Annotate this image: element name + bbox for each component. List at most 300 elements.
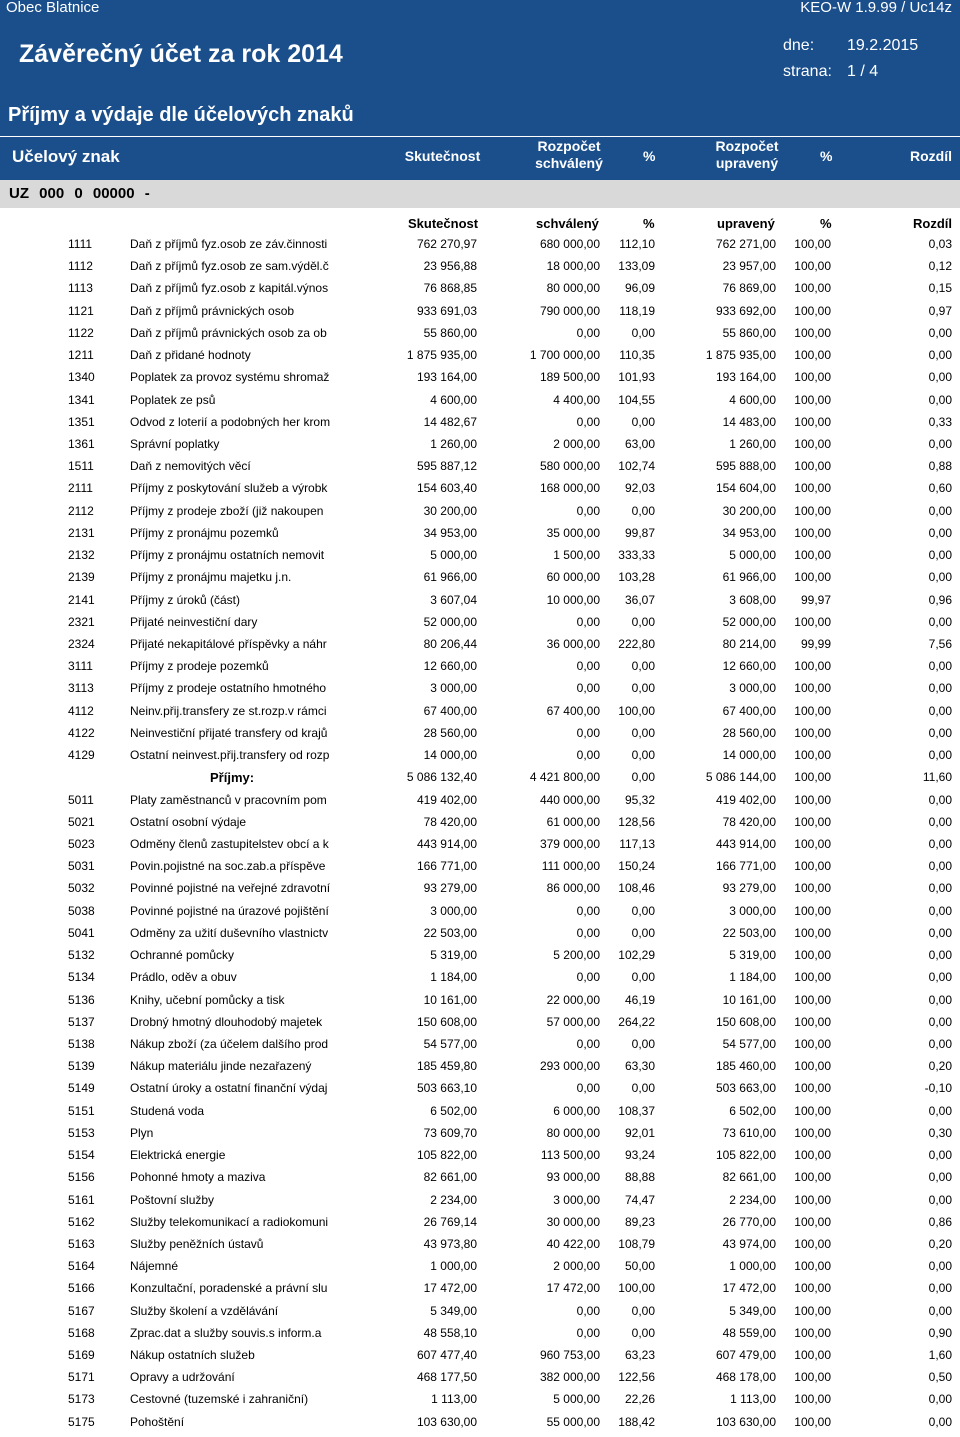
- cell-rozdil: 0,97: [928, 303, 952, 318]
- item-code: 5136: [68, 992, 95, 1007]
- cell-schvaleny: 4 400,00: [553, 392, 600, 407]
- table-row: [0, 793, 960, 815]
- cell-skutecnost: 93 279,00: [423, 881, 477, 896]
- item-code: 5154: [68, 1148, 95, 1162]
- cell-upraveny: 154 604,00: [715, 481, 776, 496]
- item-code: 5169: [68, 1348, 95, 1362]
- table-row: [0, 1237, 960, 1259]
- cell-pct-1: 122,56: [618, 1370, 655, 1385]
- item-code: 1112: [68, 259, 93, 274]
- cell-pct-1: 92,01: [624, 1125, 655, 1140]
- table-row: [0, 1170, 960, 1192]
- cell-pct-2: 100,00: [794, 503, 831, 518]
- table-row: [0, 1081, 960, 1103]
- cell-upraveny: 14 000,00: [722, 748, 776, 763]
- cell-upraveny: 3 608,00: [729, 592, 776, 607]
- cell-schvaleny: 960 753,00: [539, 1348, 600, 1362]
- cell-pct-1: 100,00: [618, 1281, 655, 1296]
- cell-skutecnost: 17 472,00: [423, 1281, 477, 1296]
- cell-skutecnost: 5 086 132,40: [406, 770, 477, 785]
- item-name: Příjmy z prodeje pozemků: [130, 659, 269, 674]
- cell-schvaleny: 22 000,00: [546, 992, 600, 1007]
- table-row: [0, 993, 960, 1015]
- item-code: 5137: [68, 1014, 95, 1029]
- cell-skutecnost: 166 771,00: [416, 859, 477, 874]
- item-code: 5167: [68, 1303, 95, 1318]
- col-rozpocet-label: Rozpočet: [537, 138, 601, 154]
- cell-pct-2: 100,00: [794, 392, 831, 407]
- cell-schvaleny: 93 000,00: [546, 1170, 600, 1185]
- cell-skutecnost: 105 822,00: [416, 1148, 477, 1162]
- item-name: Cestovné (tuzemské i zahraniční): [130, 1392, 309, 1407]
- cell-pct-2: 100,00: [794, 925, 831, 940]
- cell-rozdil: 0,00: [928, 370, 952, 385]
- program-version: KEO-W 1.9.99 / Uc14z: [800, 0, 952, 16]
- cell-skutecnost: 61 966,00: [423, 570, 477, 585]
- item-name: Správní poplatky: [130, 437, 220, 451]
- table-row: [0, 615, 960, 637]
- cell-schvaleny: 17 472,00: [546, 1281, 600, 1296]
- cell-pct-1: 102,29: [618, 948, 655, 962]
- table-row: [0, 681, 960, 703]
- date-value: 19.2.2015: [847, 37, 919, 54]
- cell-skutecnost: 185 459,80: [416, 1059, 477, 1074]
- table-row: [0, 437, 960, 459]
- cell-schvaleny: 0,00: [576, 681, 600, 696]
- cell-upraveny: 5 319,00: [729, 948, 776, 962]
- page-value: 1 / 4: [847, 63, 879, 80]
- cell-upraveny: 166 771,00: [715, 859, 776, 874]
- table-row: [0, 1104, 960, 1126]
- cell-pct-2: 100,00: [794, 1392, 831, 1407]
- cell-pct-2: 100,00: [794, 792, 831, 807]
- cell-schvaleny: 168 000,00: [539, 481, 600, 496]
- table-row: [0, 1215, 960, 1237]
- cell-pct-2: 100,00: [794, 1125, 831, 1140]
- cell-pct-2: 100,00: [794, 1414, 831, 1429]
- cell-upraveny: 55 860,00: [722, 325, 776, 340]
- cell-upraveny: 48 559,00: [722, 1325, 776, 1340]
- item-name: Odvod z loterií a podobných her krom: [130, 414, 331, 429]
- cell-pct-2: 100,00: [794, 370, 831, 385]
- table-row: [0, 881, 960, 903]
- table-row: [0, 837, 960, 859]
- table-row: [0, 859, 960, 881]
- item-name: Zprac.dat a služby souvis.s inform.a: [130, 1325, 322, 1340]
- cell-pct-2: 100,00: [794, 614, 831, 629]
- cell-pct-1: 150,24: [618, 859, 655, 874]
- cell-upraveny: 5 086 144,00: [705, 770, 776, 785]
- item-name: Příjmy z úroků (část): [130, 592, 241, 607]
- cell-pct-2: 100,00: [794, 1081, 831, 1096]
- cell-pct-1: 102,74: [618, 459, 655, 474]
- table-row: [0, 504, 960, 526]
- table-row: [0, 1392, 960, 1414]
- item-name: Daň z příjmů fyz.osob ze sam.výděl.č: [130, 259, 329, 274]
- item-name: Daň z příjmů fyz.osob ze záv.činnosti: [130, 237, 328, 251]
- cell-schvaleny: 2 000,00: [553, 437, 600, 451]
- cell-rozdil: 0,90: [928, 1325, 952, 1340]
- cell-skutecnost: 468 177,50: [416, 1370, 477, 1385]
- cell-rozdil: 0,00: [928, 1014, 952, 1029]
- cell-pct-2: 100,00: [794, 1348, 831, 1362]
- cell-pct-1: 133,09: [618, 259, 655, 274]
- cell-pct-2: 100,00: [794, 1370, 831, 1385]
- item-name: Daň z příjmů právnických osob za ob: [130, 325, 327, 340]
- item-code: 2141: [68, 592, 95, 607]
- item-name: Pohonné hmoty a maziva: [130, 1170, 266, 1185]
- cell-pct-2: 100,00: [794, 348, 831, 363]
- cell-rozdil: 0,00: [928, 903, 952, 918]
- cell-rozdil: 0,00: [928, 1103, 952, 1118]
- item-code: 1111: [68, 237, 93, 251]
- item-code: 1121: [68, 303, 94, 318]
- cell-schvaleny: 5 000,00: [553, 1392, 600, 1407]
- cell-schvaleny: 40 422,00: [546, 1236, 600, 1251]
- table-row: [0, 1037, 960, 1059]
- cell-schvaleny: 3 000,00: [553, 1192, 600, 1207]
- cell-pct-1: 110,35: [619, 348, 655, 363]
- cell-skutecnost: 52 000,00: [423, 614, 477, 629]
- cell-pct-1: 0,00: [631, 1303, 655, 1318]
- cell-pct-1: 188,42: [618, 1414, 655, 1429]
- cell-skutecnost: 150 608,00: [416, 1014, 477, 1029]
- cell-schvaleny: 6 000,00: [553, 1103, 600, 1118]
- sub-rozdil: Rozdíl: [913, 216, 952, 231]
- cell-pct-1: 101,93: [618, 370, 655, 385]
- cell-pct-1: 117,13: [619, 836, 655, 851]
- cell-skutecnost: 30 200,00: [423, 503, 477, 518]
- cell-rozdil: 0,00: [928, 948, 952, 962]
- cell-pct-1: 63,23: [624, 1348, 655, 1362]
- cell-skutecnost: 4 600,00: [430, 392, 477, 407]
- item-name: Daň z přidané hodnoty: [130, 348, 251, 363]
- item-name: Elektrická energie: [130, 1148, 226, 1162]
- cell-schvaleny: 80 000,00: [546, 1125, 600, 1140]
- cell-rozdil: 0,00: [928, 992, 952, 1007]
- item-name: Konzultační, poradenské a právní slu: [130, 1281, 328, 1296]
- cell-upraveny: 26 770,00: [722, 1214, 776, 1229]
- cell-pct-1: 222,80: [618, 637, 655, 651]
- cell-skutecnost: 1 000,00: [430, 1259, 477, 1274]
- cell-pct-2: 99,99: [800, 637, 831, 651]
- cell-skutecnost: 1 875 935,00: [406, 348, 477, 363]
- cell-pct-2: 100,00: [794, 1236, 831, 1251]
- cell-pct-1: 36,07: [624, 592, 655, 607]
- cell-pct-2: 100,00: [794, 525, 831, 540]
- col-skutecnost: Skutečnost: [404, 148, 481, 164]
- cell-schvaleny: 1 500,00: [553, 548, 600, 563]
- cell-rozdil: 1,60: [928, 1348, 952, 1362]
- table-row: [0, 348, 960, 370]
- cell-schvaleny: 60 000,00: [546, 570, 600, 585]
- cell-upraveny: 2 234,00: [729, 1192, 776, 1207]
- cell-schvaleny: 0,00: [576, 1325, 600, 1340]
- col-rozpocet-label: Rozpočet: [715, 138, 779, 154]
- cell-skutecnost: 607 477,40: [416, 1348, 477, 1362]
- cell-pct-1: 0,00: [631, 659, 655, 674]
- table-row: [0, 1193, 960, 1215]
- item-code: 5162: [68, 1214, 95, 1229]
- table-row: [0, 1126, 960, 1148]
- cell-upraveny: 73 610,00: [722, 1125, 776, 1140]
- cell-skutecnost: 10 161,00: [423, 992, 477, 1007]
- item-name: Povin.pojistné na soc.zab.a příspěve: [130, 859, 326, 874]
- cell-upraveny: 607 479,00: [715, 1348, 776, 1362]
- cell-pct-2: 100,00: [794, 770, 831, 785]
- cell-upraveny: 419 402,00: [715, 792, 776, 807]
- cell-rozdil: 0,50: [928, 1370, 952, 1385]
- cell-schvaleny: 111 000,00: [541, 859, 600, 874]
- cell-skutecnost: 3 000,00: [430, 903, 477, 918]
- cell-rozdil: 0,00: [928, 859, 952, 874]
- item-name: Přijaté neinvestiční dary: [130, 614, 258, 629]
- item-name: Odměny členů zastupitelstev obcí a k: [130, 836, 329, 851]
- item-name: Nájemné: [130, 1259, 179, 1274]
- cell-pct-2: 100,00: [794, 970, 831, 985]
- cell-skutecnost: 1 113,00: [431, 1392, 477, 1407]
- cell-pct-2: 100,00: [794, 1325, 831, 1340]
- item-name: Platy zaměstnanců v pracovním pom: [130, 792, 327, 807]
- cell-rozdil: 0,30: [928, 1125, 952, 1140]
- cell-skutecnost: 103 630,00: [416, 1414, 477, 1429]
- cell-skutecnost: 419 402,00: [416, 792, 477, 807]
- cell-schvaleny: 55 000,00: [546, 1414, 600, 1429]
- cell-schvaleny: 4 421 800,00: [529, 770, 600, 785]
- cell-skutecnost: 2 234,00: [430, 1192, 477, 1207]
- table-row: [0, 637, 960, 659]
- cell-pct-1: 118,19: [619, 303, 655, 318]
- cell-pct-2: 100,00: [794, 814, 831, 829]
- table-row: [0, 526, 960, 548]
- cell-schvaleny: 0,00: [576, 748, 600, 763]
- cell-skutecnost: 34 953,00: [423, 525, 477, 540]
- item-name: Nákup materiálu jinde nezařazený: [130, 1059, 312, 1074]
- cell-schvaleny: 10 000,00: [546, 592, 600, 607]
- cell-pct-1: 46,19: [624, 992, 655, 1007]
- cell-pct-1: 103,28: [618, 570, 655, 585]
- cell-schvaleny: 680 000,00: [539, 237, 600, 251]
- item-name: Prádlo, oděv a obuv: [130, 970, 237, 985]
- cell-upraveny: 1 184,00: [729, 970, 776, 985]
- cell-skutecnost: 14 482,67: [423, 414, 477, 429]
- item-code: 5164: [68, 1259, 95, 1274]
- cell-pct-1: 108,46: [618, 881, 655, 896]
- col-pct-1: %: [643, 148, 656, 164]
- cell-rozdil: 0,00: [928, 1259, 952, 1274]
- cell-skutecnost: 1 184,00: [430, 970, 477, 985]
- cell-schvaleny: 0,00: [576, 614, 600, 629]
- cell-upraveny: 10 161,00: [722, 992, 776, 1007]
- item-code: 5161: [68, 1192, 95, 1207]
- cell-pct-2: 100,00: [794, 859, 831, 874]
- item-code: 5041: [68, 925, 95, 940]
- cell-skutecnost: 22 503,00: [423, 925, 477, 940]
- cell-upraveny: 503 663,00: [715, 1081, 776, 1096]
- table-row: [0, 593, 960, 615]
- item-code: 1122: [68, 325, 94, 340]
- cell-pct-1: 100,00: [618, 703, 655, 718]
- cell-upraveny: 4 600,00: [729, 392, 776, 407]
- item-code: 5038: [68, 903, 95, 918]
- cell-pct-1: 0,00: [631, 725, 655, 740]
- cell-skutecnost: 73 609,70: [423, 1125, 477, 1140]
- table-row: [0, 926, 960, 948]
- cell-pct-2: 100,00: [794, 325, 831, 340]
- cell-skutecnost: 12 660,00: [423, 659, 477, 674]
- cell-pct-2: 100,00: [794, 548, 831, 563]
- cell-upraveny: 61 966,00: [722, 570, 776, 585]
- cell-pct-1: 0,00: [631, 1081, 655, 1096]
- cell-rozdil: 0,00: [928, 392, 952, 407]
- cell-schvaleny: 580 000,00: [539, 459, 600, 474]
- item-code: 2131: [68, 525, 95, 540]
- cell-upraveny: 67 400,00: [722, 703, 776, 718]
- item-code: 4122: [68, 725, 95, 740]
- date-label: dne:: [783, 37, 815, 54]
- cell-rozdil: 0,86: [928, 1214, 952, 1229]
- cell-schvaleny: 1 700 000,00: [529, 348, 600, 363]
- item-name: Neinv.přij.transfery ze st.rozp.v rámci: [130, 703, 327, 718]
- cell-pct-2: 100,00: [794, 881, 831, 896]
- cell-skutecnost: 154 603,40: [416, 481, 477, 496]
- item-name: Služby peněžních ústavů: [130, 1236, 264, 1251]
- item-name: Povinné pojistné na veřejné zdravotní: [130, 881, 331, 896]
- cell-rozdil: 0,96: [928, 592, 952, 607]
- item-name: Neinvestiční přijaté transfery od krajů: [130, 725, 328, 740]
- cell-upraveny: 28 560,00: [722, 725, 776, 740]
- cell-rozdil: 0,00: [928, 970, 952, 985]
- item-name: Příjmy z prodeje ostatního hmotného: [130, 681, 327, 696]
- cell-upraveny: 150 608,00: [715, 1014, 776, 1029]
- cell-pct-2: 100,00: [794, 836, 831, 851]
- table-row: [0, 948, 960, 970]
- item-code: 5163: [68, 1236, 95, 1251]
- cell-skutecnost: 762 270,97: [416, 237, 477, 251]
- item-name: Nákup ostatních služeb: [130, 1348, 255, 1362]
- item-name: Služby telekomunikací a radiokomuni: [130, 1214, 329, 1229]
- cell-skutecnost: 23 956,88: [423, 259, 477, 274]
- cell-schvaleny: 379 000,00: [539, 836, 600, 851]
- cell-pct-2: 100,00: [794, 481, 831, 496]
- item-name: Odměny za užití duševního vlastnictv: [130, 925, 329, 940]
- item-code: 2324: [68, 637, 95, 651]
- cell-upraveny: 443 914,00: [715, 836, 776, 851]
- cell-upraveny: 82 661,00: [722, 1170, 776, 1185]
- item-name: Povinné pojistné na úrazové pojištění: [130, 903, 329, 918]
- cell-schvaleny: 5 200,00: [553, 948, 600, 962]
- item-name: Ostatní osobní výdaje: [130, 814, 247, 829]
- table-row: [0, 237, 960, 259]
- item-name: Knihy, učební pomůcky a tisk: [130, 992, 285, 1007]
- sub-pct-2: %: [820, 216, 832, 231]
- table-row: [0, 904, 960, 926]
- table-row: [0, 1059, 960, 1081]
- table-row: [0, 1348, 960, 1370]
- table-row: [0, 1281, 960, 1303]
- cell-pct-1: 333,33: [618, 548, 655, 563]
- cell-pct-1: 93,24: [624, 1148, 655, 1162]
- cell-rozdil: 0,03: [928, 237, 952, 251]
- cell-upraveny: 1 260,00: [729, 437, 776, 451]
- cell-skutecnost: 48 558,10: [423, 1325, 477, 1340]
- cell-skutecnost: 80 206,44: [423, 637, 477, 651]
- item-code: 2139: [68, 570, 95, 585]
- cell-schvaleny: 382 000,00: [539, 1370, 600, 1385]
- cell-pct-1: 22,26: [624, 1392, 655, 1407]
- cell-upraveny: 595 888,00: [715, 459, 776, 474]
- item-code: 1211: [68, 348, 94, 363]
- item-name: Poplatek za provoz systému shromaž: [130, 370, 330, 385]
- cell-pct-1: 104,55: [618, 392, 655, 407]
- top-bar: [0, 0, 960, 17]
- item-code: 5153: [68, 1125, 95, 1140]
- sub-upraveny: upravený: [717, 216, 775, 231]
- cell-pct-1: 0,00: [631, 325, 655, 340]
- cell-pct-2: 100,00: [794, 1059, 831, 1074]
- cell-upraveny: 22 503,00: [722, 925, 776, 940]
- page-label: strana:: [783, 63, 832, 80]
- cell-pct-1: 99,87: [624, 525, 655, 540]
- item-code: 1511: [68, 459, 94, 474]
- cell-pct-2: 100,00: [794, 903, 831, 918]
- table-row: [0, 748, 960, 770]
- cell-upraveny: 1 000,00: [729, 1259, 776, 1274]
- item-code: 5168: [68, 1325, 95, 1340]
- cell-upraveny: 23 957,00: [722, 259, 776, 274]
- cell-upraveny: 12 660,00: [722, 659, 776, 674]
- cell-rozdil: 0,00: [928, 325, 952, 340]
- item-code: 4112: [68, 703, 94, 718]
- cell-skutecnost: 67 400,00: [423, 703, 477, 718]
- cell-rozdil: 11,60: [922, 770, 952, 785]
- item-code: 5175: [68, 1414, 95, 1429]
- item-code: 5134: [68, 970, 95, 985]
- sub-pct-1: %: [643, 216, 655, 231]
- table-row: [0, 726, 960, 748]
- cell-pct-2: 100,00: [794, 1170, 831, 1185]
- cell-schvaleny: 440 000,00: [539, 792, 600, 807]
- cell-upraveny: 468 178,00: [715, 1370, 776, 1385]
- item-code: 5171: [68, 1370, 95, 1385]
- cell-schvaleny: 67 400,00: [546, 703, 600, 718]
- cell-schvaleny: 0,00: [576, 414, 600, 429]
- cell-rozdil: 0,00: [928, 792, 952, 807]
- cell-schvaleny: 18 000,00: [546, 259, 600, 274]
- item-name: Plyn: [130, 1125, 154, 1140]
- cell-upraveny: 1 113,00: [730, 1392, 776, 1407]
- cell-rozdil: 0,00: [928, 614, 952, 629]
- item-code: 5173: [68, 1392, 95, 1407]
- summary-row: [0, 770, 960, 792]
- item-code: 1351: [68, 414, 95, 429]
- cell-rozdil: 0,00: [928, 748, 952, 763]
- cell-pct-2: 100,00: [794, 1281, 831, 1296]
- cell-upraveny: 103 630,00: [715, 1414, 776, 1429]
- cell-rozdil: 0,00: [928, 659, 952, 674]
- cell-upraveny: 185 460,00: [715, 1059, 776, 1074]
- cell-rozdil: 0,00: [928, 881, 952, 896]
- cell-rozdil: 0,88: [928, 459, 952, 474]
- cell-pct-1: 128,56: [618, 814, 655, 829]
- cell-upraveny: 52 000,00: [722, 614, 776, 629]
- cell-upraveny: 5 000,00: [729, 548, 776, 563]
- cell-pct-1: 92,03: [624, 481, 655, 496]
- cell-pct-2: 100,00: [794, 1103, 831, 1118]
- cell-pct-1: 264,22: [618, 1014, 655, 1029]
- cell-rozdil: 0,00: [928, 1303, 952, 1318]
- cell-upraveny: 105 822,00: [715, 1148, 776, 1162]
